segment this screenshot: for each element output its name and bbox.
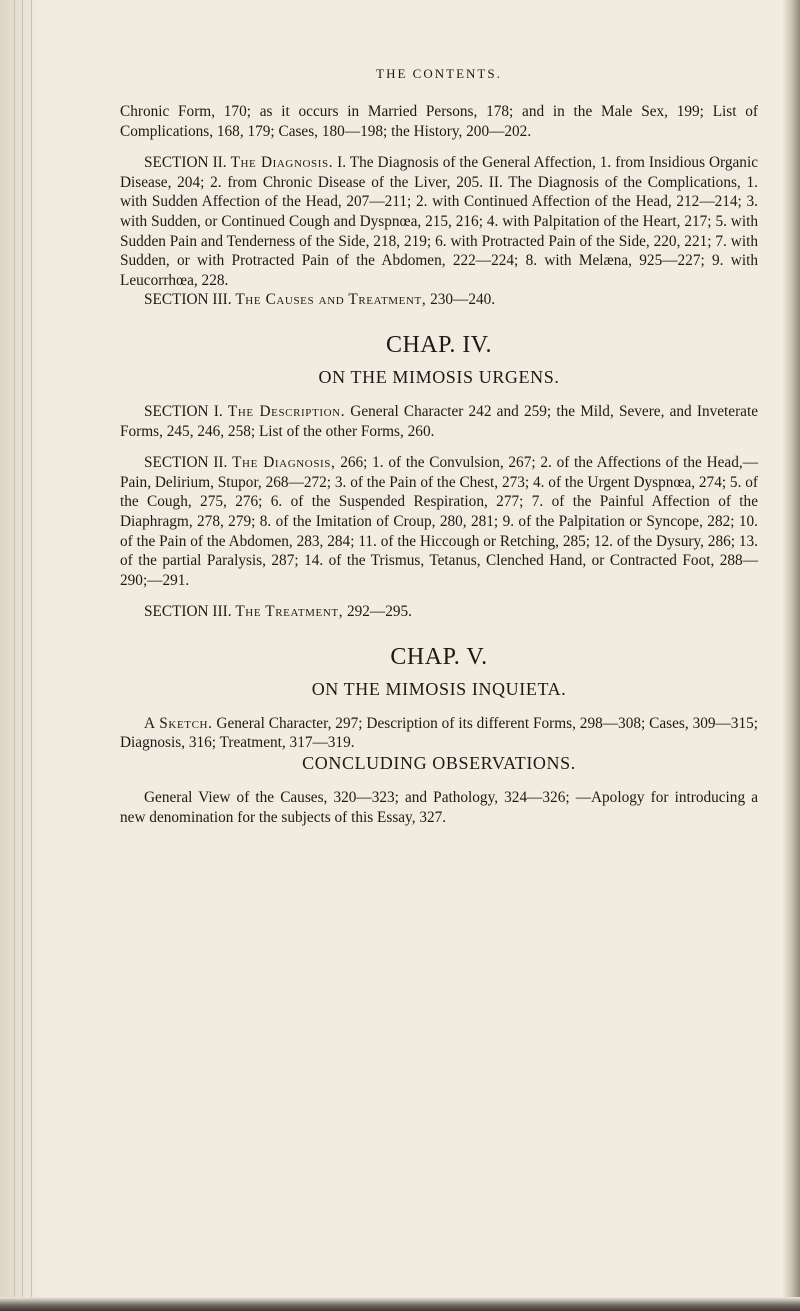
binding-line [31,0,32,1311]
section-title: The Description. [227,402,346,420]
paragraph-text: 292—295. [343,603,412,621]
paragraph-text: Chronic Form, 170; as it occurs in Married Persons, 178; and in the Male Sex, 199; List of Complications, 168, 179; Cases, 180—198; the History, 200—202. [120,103,758,140]
binding-line [14,0,15,1311]
page-bottom-shadow [0,1297,800,1311]
page-binding-shadow [0,0,42,1311]
contents-paragraph [120,290,758,310]
paragraph-text: SECTION III. [144,291,236,309]
contents-paragraph [120,788,758,827]
paragraph-text: SECTION II. [144,454,233,472]
paragraph-text: SECTION I. [144,402,228,420]
contents-body [120,102,758,827]
section-title: A Sketch. [144,714,213,732]
section-title: The Causes and Treatment, [235,291,427,309]
paragraph-text: General Character 242 and 259; the Mild, Severe, and Inveterate Forms, 245, 246, 258; List of the other Forms, 260. [120,402,759,440]
contents-paragraph [120,453,758,590]
section-title: The Diagnosis, [232,454,336,472]
contents-paragraph [120,402,758,441]
chapter-subheading: ON THE MIMOSIS URGENS. [318,366,560,387]
contents-paragraph [120,714,758,753]
binding-line [22,0,23,1311]
paragraph-text: General Character, 297; Description of its different Forms, 298—308; Cases, 309—315; Diagnosis, 316; Treatment, 317—319. [120,714,759,752]
paragraph-text: 266; 1. of the Convulsion, 267; 2. of the Affections of the Head,—Pain, Delirium, Stupor, 268—272; 3. of the Pain of the Chest, 273; 4. of the Urgent Dyspnœa, 274; 5. of the Cough, 275, 276; 6. of the Suspended Respiration, 277; 7. of the Painful Affection of the Diaphragm, 278, 279; 8. of the Imitation of Croup, 280, 281; 9. of the Palpitation or Syncope, 282; 10. of the Pain of the Abdomen, 283, 284; 11. of the Hiccough or Retching, 285; 12. of the Dysury, 286; 13. of the partial Paralysis, 287; 14. of the Trismus, Tetanus, Clenched Hand, or Contracted Foot, 288—290;—291. [120,454,758,589]
contents-paragraph [120,153,758,290]
running-head: THE CONTENTS. [376,66,502,81]
chapter-subheading: CONCLUDING OBSERVATIONS. [302,753,576,774]
page-edge-shadow [782,0,800,1311]
paragraph-text: SECTION III. [144,603,236,621]
contents-paragraph [120,602,758,622]
section-title: The Diagnosis. [230,154,334,172]
chapter-heading: CHAP. IV. [385,331,493,358]
chapter-subheading: ON THE MIMOSIS INQUIETA. [311,678,567,699]
paragraph-text: General View of the Causes, 320—323; and Pathology, 324—326; —Apology for introducing a new denomination for the subjects of this Essay, 327. [120,789,758,826]
contents-paragraph [120,102,758,141]
paragraph-text: 230—240. [426,291,496,309]
paragraph-text: SECTION II. [144,154,231,172]
contents-page [120,66,758,827]
section-title: The Treatment, [235,603,344,621]
chapter-heading: CHAP. V. [390,643,488,670]
paragraph-text: I. The Diagnosis of the General Affection, 1. from Insidious Organic Disease, 204; 2. from Chronic Disease of the Liver, 205. II. The Diagnosis of the Complications, 1. with Sudden Affection of the Head, 207—211; 2. with Continued Affection of the Head, 212—214; 3. with Sudden, or Continued Cough and Dyspnœa, 215, 216; 4. with Palpitation of the Heart, 217; 5. with Sudden Pain and Tenderness of the Side, 218, 219; 6. with Protracted Pain of the Side, 220, 221; 7. with Sudden, or with Protracted Pain of the Abdomen, 222—224; 8. with Melæna, 925—227; 9. with Leucorrhœa, 228. [120,154,758,289]
